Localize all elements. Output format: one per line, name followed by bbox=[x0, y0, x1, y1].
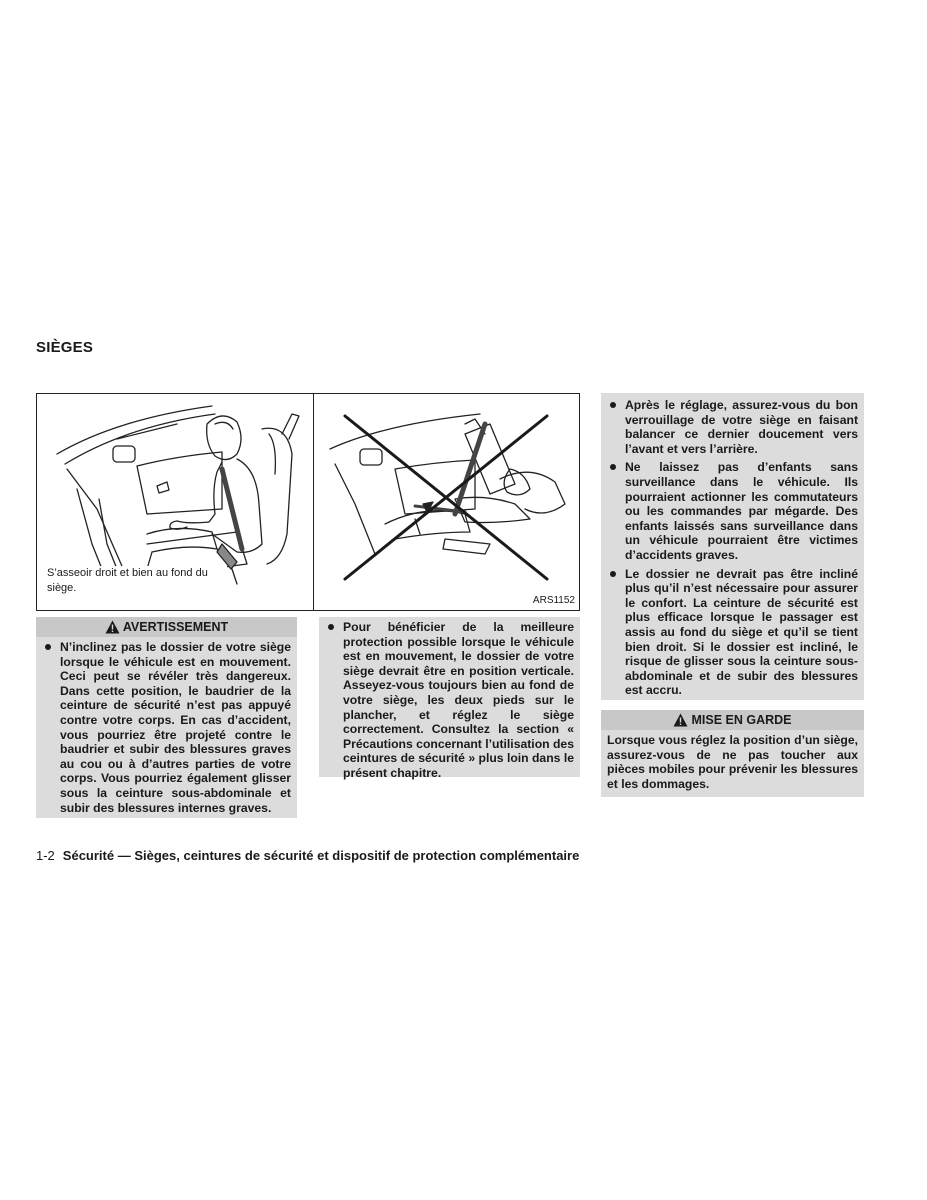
warning-item: Ne laissez pas d’enfants sans surveillance dans le véhicule. Ils pourraient actionner les commutateurs ou les commandes par mégarde. Des enfants laissés sans surveillance dans un véhicule pourraient être victimes d’accidents graves. bbox=[607, 460, 858, 562]
warning-list-col1 bbox=[42, 640, 291, 815]
warning-header bbox=[36, 617, 297, 637]
warning-list-col2 bbox=[325, 620, 574, 781]
caution-triangle-icon bbox=[673, 713, 688, 727]
warning-item: Après le réglage, assurez-vous du bon verrouillage de votre siège en faisant balancer ce dernier doucement vers l’avant et vers l’arrière. bbox=[607, 398, 858, 456]
warning-box-continued bbox=[319, 617, 580, 780]
seat-illustration-figure bbox=[36, 393, 580, 611]
warning-item: Pour bénéficier de la meilleure protection possible lorsque le véhicule est en mouvement, le dossier de votre siège devrait être en position verticale. Asseyez-vous toujours bien au fond de votre siège, les deux pieds sur le plancher, et réglez le siège correctement. Consultez la section « Précautions concernant l’utilisation des ceintures de sécurité » plus loin dans le présent chapitre. bbox=[325, 620, 574, 781]
warning-title: AVERTISSEMENT bbox=[122, 620, 229, 634]
figure-caption: S’asseoir droit et bien au fond du siège. bbox=[47, 566, 227, 596]
caution-title: MISE EN GARDE bbox=[691, 713, 792, 727]
caution-header bbox=[601, 710, 864, 730]
chapter-title: Sécurité — Sièges, ceintures de sécurité et dispositif de protection complémentaire bbox=[62, 848, 580, 863]
warning-list-col3 bbox=[607, 398, 858, 698]
section-title: SIÈGES bbox=[36, 339, 94, 356]
figure-divider bbox=[313, 394, 314, 610]
page-number: 1-2 bbox=[36, 848, 55, 863]
incorrect-reclined-seating-illustration bbox=[315, 394, 581, 610]
warning-box bbox=[36, 617, 297, 818]
caution-box bbox=[601, 710, 864, 797]
warning-item: Le dossier ne devrait pas être incliné plus qu’il n’est nécessaire pour assurer le confort. La ceinture de sécurité est plus efficace lorsque le passager est assis au fond du siège et qu’il se tient bien droit. Si le dossier est incliné, le risque de glisser sous la ceinture sous-abdominale et de subir des blessures est accru. bbox=[607, 567, 858, 698]
caution-text: Lorsque vous réglez la position d’un siège, assurez-vous de ne pas toucher aux pièces mobiles pour prévenir les blessures et les dommages. bbox=[607, 733, 858, 791]
warning-triangle-icon bbox=[105, 620, 120, 634]
figure-code: ARS1152 bbox=[532, 595, 575, 606]
page-footer bbox=[36, 848, 579, 863]
warning-item: N’inclinez pas le dossier de votre siège lorsque le véhicule est en mouvement. Ceci peut se révéler très dangereux. Dans cette position, le baudrier de la ceinture de sécurité n’est pas appuyé contre votre corps. En cas d’accident, vous pourriez être projeté contre le baudrier et subir des blessures graves au cou ou à d’autres parties de votre corps. Vous pourriez également glisser sous la ceinture sous-abdominale et subir des blessures internes graves. bbox=[42, 640, 291, 815]
warning-box-continued-2 bbox=[601, 393, 864, 700]
